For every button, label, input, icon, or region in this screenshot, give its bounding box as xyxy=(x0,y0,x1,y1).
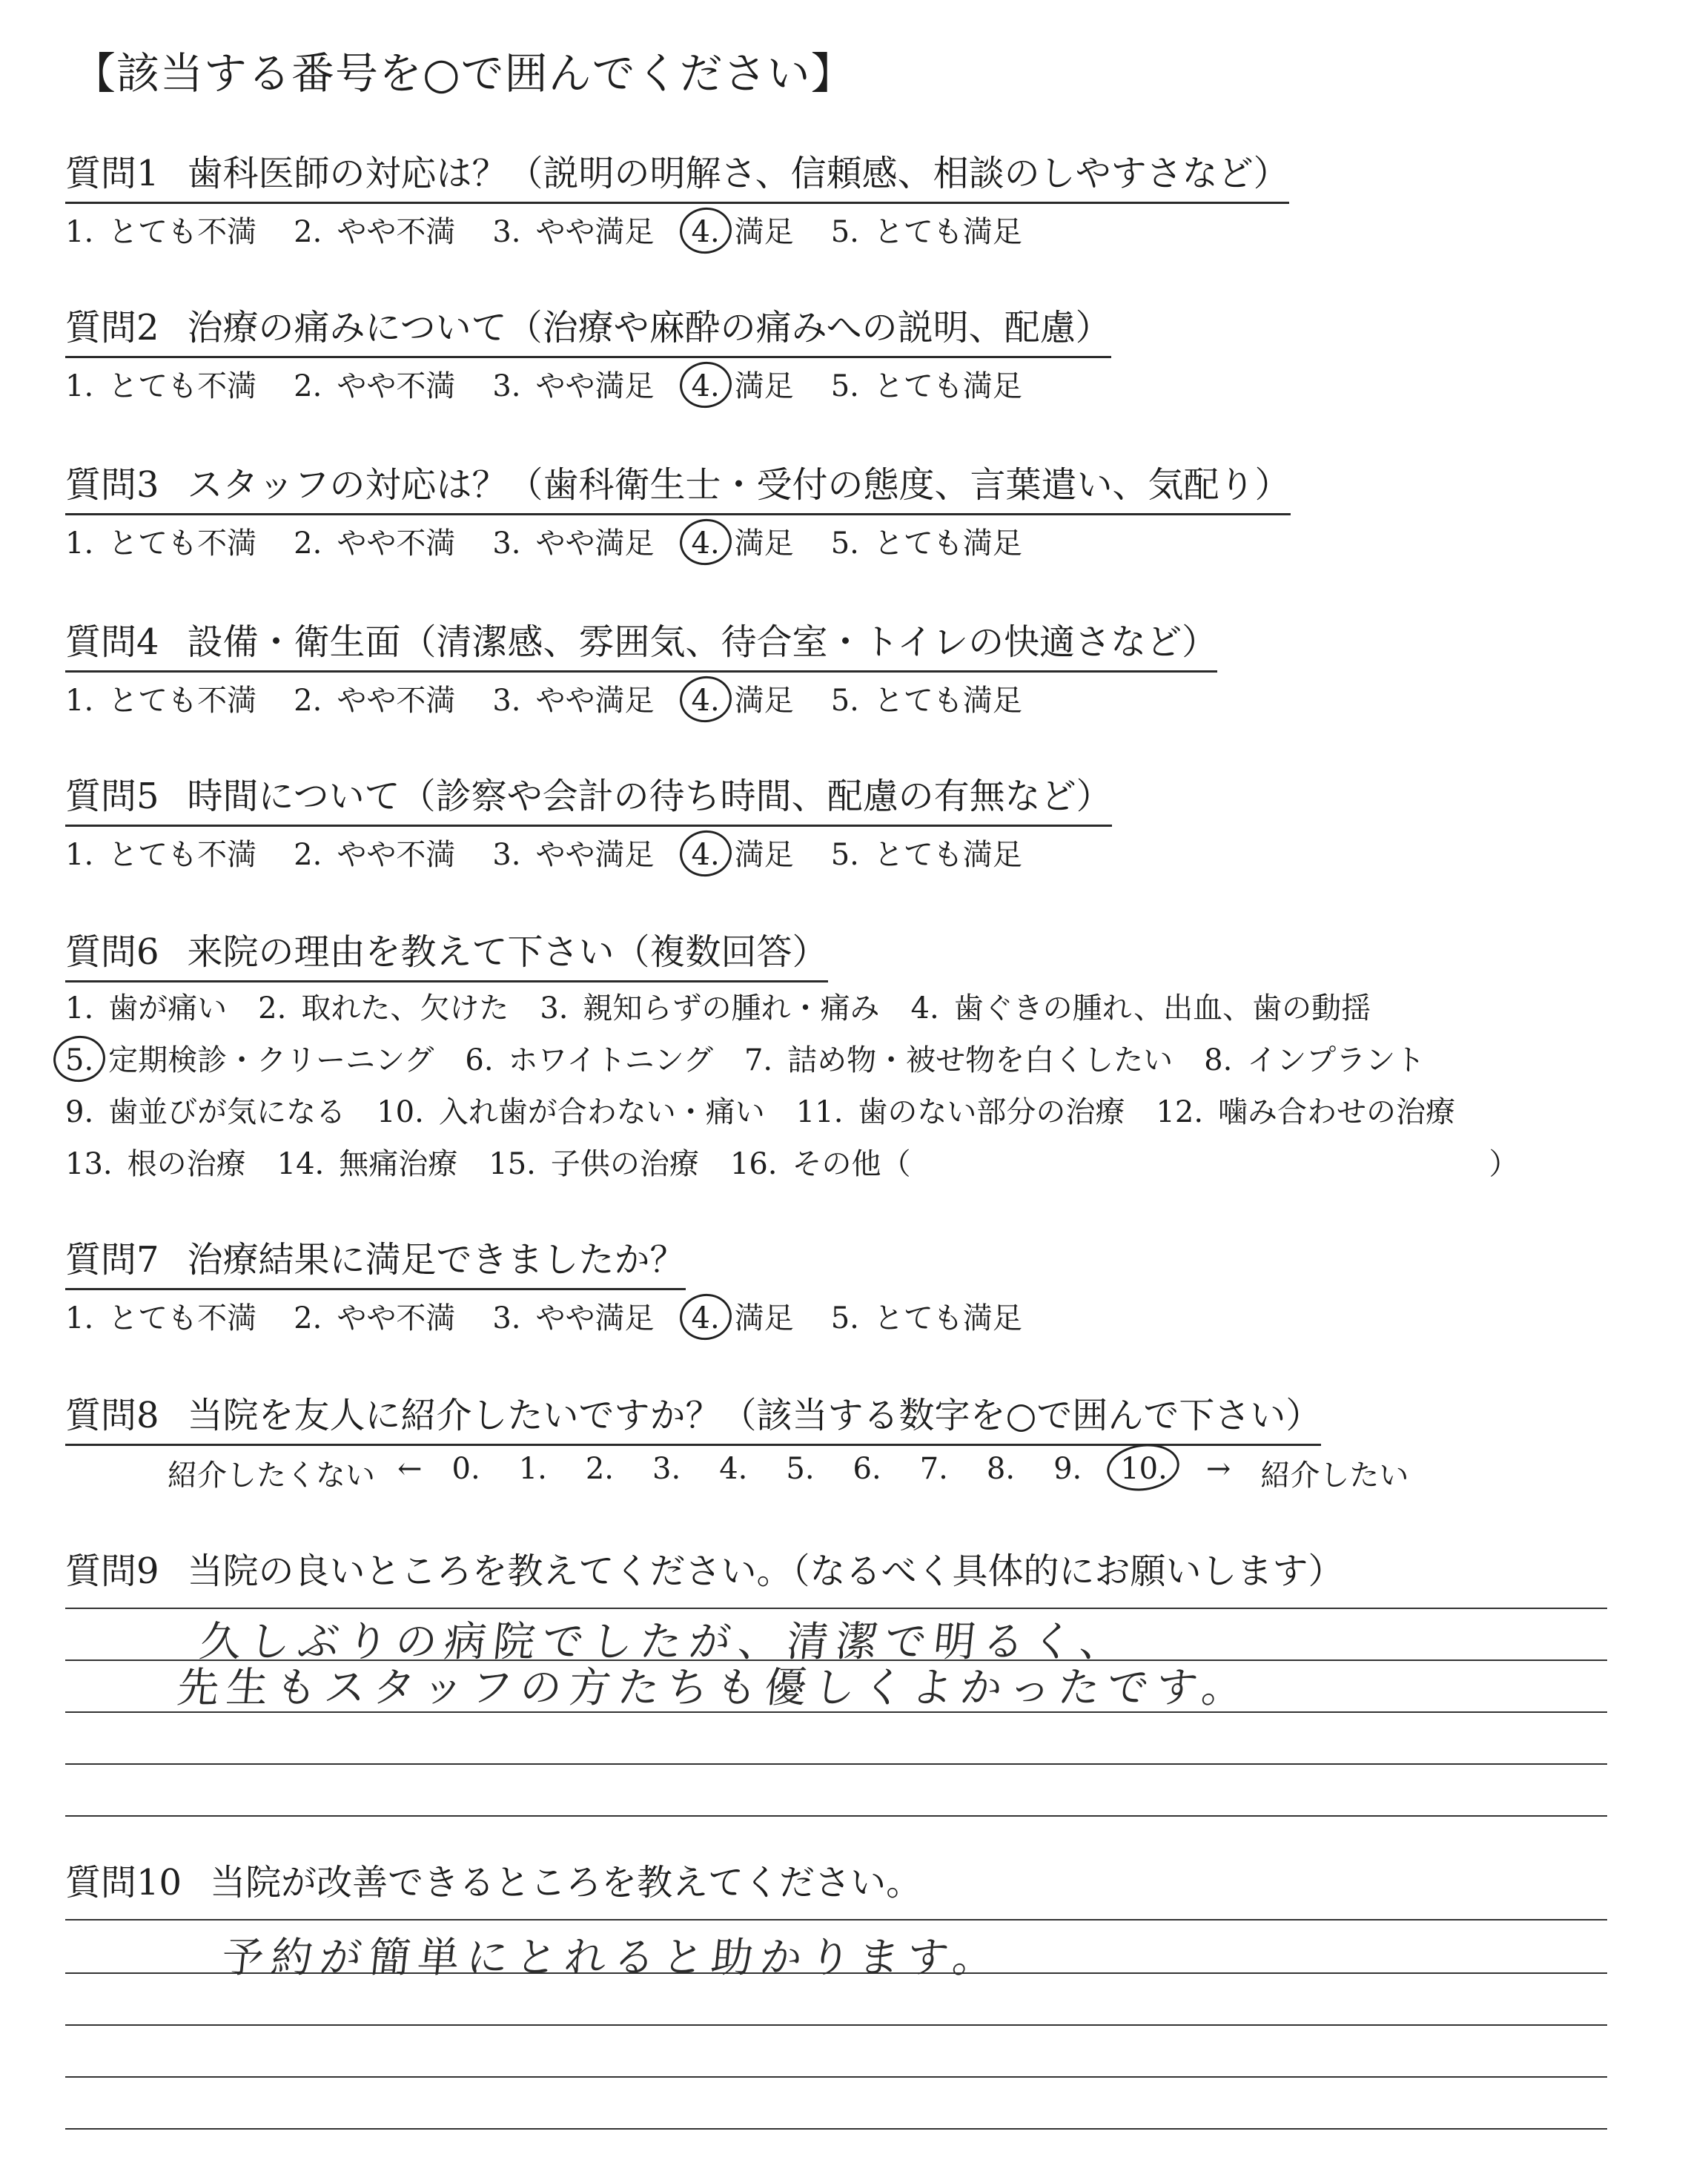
question-9-number: 質問9 xyxy=(65,1550,159,1592)
scale-high-label: 紹介したい xyxy=(1260,1459,1409,1493)
question-4-title xyxy=(65,613,1217,673)
q6-option-10[interactable]: 10. 入れ歯が合わない・痛い xyxy=(377,1095,765,1129)
q2-option-4[interactable]: 4. 満足 xyxy=(692,363,794,405)
q7-option-5[interactable]: 5. とても満足 xyxy=(830,1301,1022,1335)
scale-6[interactable]: 6. xyxy=(853,1452,881,1486)
q4-option-1[interactable]: 1. とても不満 xyxy=(65,684,257,718)
answer-line xyxy=(65,2024,1607,2026)
question-4-text: 設備・衛生面（清潔感、雰囲気、待合室・トイレの快適さなど） xyxy=(187,621,1218,663)
question-4-options xyxy=(65,677,1659,719)
question-5-title xyxy=(65,767,1112,827)
question-5-text: 時間について（診察や会計の待ち時間、配慮の有無など） xyxy=(187,776,1112,817)
q6-option-4[interactable]: 4. 歯ぐきの腫れ、出血、歯の動揺 xyxy=(910,991,1371,1025)
q6-option-5[interactable]: 5. 定期検診・クリーニング xyxy=(65,1034,434,1086)
question-1-number: 質問1 xyxy=(65,153,159,194)
scale-low-label: 紹介したくない xyxy=(168,1459,375,1493)
q5-option-5[interactable]: 5. とても満足 xyxy=(830,838,1022,872)
answer-line xyxy=(65,1919,1607,1920)
scale-5[interactable]: 5. xyxy=(786,1452,815,1486)
scale-7[interactable]: 7. xyxy=(919,1452,948,1486)
selection-circle xyxy=(677,673,735,725)
question-10 xyxy=(65,1854,1659,1911)
q7-option-1[interactable]: 1. とても不満 xyxy=(65,1301,257,1335)
q6-option-11[interactable]: 11. 歯のない部分の治療 xyxy=(795,1095,1125,1129)
q5-option-1[interactable]: 1. とても不満 xyxy=(65,838,257,872)
question-5-options xyxy=(65,831,1659,873)
question-1 xyxy=(65,145,1659,251)
answer-line xyxy=(65,1763,1607,1765)
selection-circle xyxy=(50,1032,108,1085)
q9-answer-line-2[interactable]: 先生もスタッフの方たちも優しくよかったです。 xyxy=(175,1664,1254,1712)
scale-3[interactable]: 3. xyxy=(652,1452,681,1486)
q6-option-15[interactable]: 15. 子供の治療 xyxy=(489,1147,699,1181)
q7-option-2[interactable]: 2. やや不満 xyxy=(294,1301,456,1335)
q4-option-3[interactable]: 3. やや満足 xyxy=(492,684,655,718)
q6-option-1[interactable]: 1. 歯が痛い xyxy=(65,991,228,1025)
arrow-left-icon: ← xyxy=(397,1452,423,1486)
q7-option-3[interactable]: 3. やや満足 xyxy=(492,1301,655,1335)
question-2-number: 質問2 xyxy=(65,307,159,349)
question-8-text: 当院を友人に紹介したいですか？（該当する数字を○で囲んで下さい） xyxy=(187,1395,1322,1436)
question-2-title xyxy=(65,299,1111,358)
question-7 xyxy=(65,1231,1659,1337)
scale-4[interactable]: 4. xyxy=(719,1452,748,1486)
q6-option-7[interactable]: 7. 詰め物・被せ物を白くしたい xyxy=(744,1043,1174,1077)
question-8 xyxy=(65,1387,1659,1494)
q5-option-4[interactable]: 4. 満足 xyxy=(692,831,794,873)
question-1-title xyxy=(65,145,1289,204)
question-5 xyxy=(65,767,1659,873)
question-6-text: 来院の理由を教えて下さい（複数回答） xyxy=(187,931,828,973)
q6-option-9[interactable]: 9. 歯並びが気になる xyxy=(65,1095,346,1129)
question-7-options xyxy=(65,1295,1659,1337)
question-7-title xyxy=(65,1231,686,1290)
question-4 xyxy=(65,613,1659,719)
selection-circle xyxy=(677,204,735,257)
question-8-title xyxy=(65,1387,1321,1446)
q1-option-3[interactable]: 3. やや満足 xyxy=(492,215,655,249)
question-6-title xyxy=(65,923,828,982)
q6-option-12[interactable]: 12. 噛み合わせの治療 xyxy=(1156,1095,1456,1129)
selection-circle xyxy=(677,515,735,568)
q10-answer-line-1[interactable]: 予約が簡単にとれると助かります。 xyxy=(219,1934,1004,1982)
question-7-text: 治療結果に満足できましたか？ xyxy=(187,1239,686,1281)
question-2 xyxy=(65,299,1659,405)
q1-option-2[interactable]: 2. やや不満 xyxy=(294,215,456,249)
question-1-options xyxy=(65,208,1659,251)
answer-line xyxy=(65,1815,1607,1817)
question-2-text: 治療の痛みについて（治療や麻酔の痛みへの説明、配慮） xyxy=(187,307,1111,349)
q3-option-5[interactable]: 5. とても満足 xyxy=(830,526,1022,561)
question-3-options xyxy=(65,520,1659,562)
q1-option-5[interactable]: 5. とても満足 xyxy=(830,215,1022,249)
q3-option-2[interactable]: 2. やや不満 xyxy=(294,526,456,561)
scale-0[interactable]: 0. xyxy=(451,1452,480,1486)
q6-option-2[interactable]: 2. 取れた、欠けた xyxy=(258,991,509,1025)
question-10-title xyxy=(65,1854,921,1911)
q4-option-2[interactable]: 2. やや不満 xyxy=(294,684,456,718)
arrow-right-icon: → xyxy=(1205,1452,1231,1486)
selection-circle xyxy=(1104,1439,1182,1495)
question-6-number: 質問6 xyxy=(65,931,159,973)
q2-option-5[interactable]: 5. とても満足 xyxy=(830,369,1022,403)
q3-option-1[interactable]: 1. とても不満 xyxy=(65,526,257,561)
q6-option-13[interactable]: 13. 根の治療 xyxy=(65,1147,246,1181)
question-5-number: 質問5 xyxy=(65,776,159,817)
question-4-number: 質問4 xyxy=(65,621,159,663)
answer-line xyxy=(65,2076,1607,2078)
q3-option-3[interactable]: 3. やや満足 xyxy=(492,526,655,561)
page-heading: 【該当する番号を○で囲んでください】 xyxy=(73,48,855,99)
q5-option-3[interactable]: 3. やや満足 xyxy=(492,838,655,872)
question-9-text: 当院の良いところを教えてください。（なるべく具体的にお願いします） xyxy=(187,1550,1344,1592)
q4-option-5[interactable]: 5. とても満足 xyxy=(830,684,1022,718)
q7-option-4[interactable]: 4. 満足 xyxy=(692,1295,794,1337)
question-9 xyxy=(65,1542,1659,1599)
q3-option-4[interactable]: 4. 満足 xyxy=(692,520,794,562)
q5-option-2[interactable]: 2. やや不満 xyxy=(294,838,456,872)
question-7-number: 質問7 xyxy=(65,1239,159,1281)
scale-10[interactable]: 10. xyxy=(1120,1452,1168,1494)
selection-circle xyxy=(677,358,735,411)
q1-option-1[interactable]: 1. とても不満 xyxy=(65,215,257,249)
q4-option-4[interactable]: 4. 満足 xyxy=(692,677,794,719)
question-10-number: 質問10 xyxy=(65,1862,182,1903)
q6-option-16[interactable]: 16. その他（ ） xyxy=(729,1147,1519,1181)
question-3-title xyxy=(65,456,1291,515)
question-6-options xyxy=(65,982,1659,1190)
scale-8[interactable]: 8. xyxy=(986,1452,1016,1486)
q2-option-3[interactable]: 3. やや満足 xyxy=(492,369,655,403)
q9-answer-line-1[interactable]: 久しぶりの病院でしたが、清潔で明るく、 xyxy=(197,1618,1131,1666)
question-6 xyxy=(65,923,1659,1190)
question-9-title xyxy=(65,1542,1344,1599)
q6-option-6[interactable]: 6. ホワイトニング xyxy=(465,1043,713,1077)
scale-9[interactable]: 9. xyxy=(1053,1452,1082,1486)
answer-line xyxy=(65,2128,1607,2130)
recommend-scale xyxy=(168,1452,1659,1494)
question-10-text: 当院が改善できるところを教えてください。 xyxy=(210,1862,922,1903)
question-3-number: 質問3 xyxy=(65,464,159,506)
q6-option-14[interactable]: 14. 無痛治療 xyxy=(277,1147,458,1181)
q6-option-8[interactable]: 8. インプラント xyxy=(1204,1043,1426,1077)
scale-1[interactable]: 1. xyxy=(518,1452,547,1486)
selection-circle xyxy=(677,1290,735,1343)
question-3 xyxy=(65,456,1659,562)
selection-circle xyxy=(677,827,735,879)
question-1-text: 歯科医師の対応は？（説明の明解さ、信頼感、相談のしやすさなど） xyxy=(187,153,1289,194)
q1-option-4[interactable]: 4. 満足 xyxy=(692,208,794,251)
q2-option-1[interactable]: 1. とても不満 xyxy=(65,369,257,403)
q2-option-2[interactable]: 2. やや不満 xyxy=(294,369,456,403)
q6-option-3[interactable]: 3. 親知らずの腫れ・痛み xyxy=(540,991,880,1025)
question-3-text: スタッフの対応は？（歯科衛生士・受付の態度、言葉遣い、気配り） xyxy=(187,464,1291,506)
scale-2[interactable]: 2. xyxy=(585,1452,615,1486)
question-8-number: 質問8 xyxy=(65,1395,159,1436)
question-2-options xyxy=(65,363,1659,405)
